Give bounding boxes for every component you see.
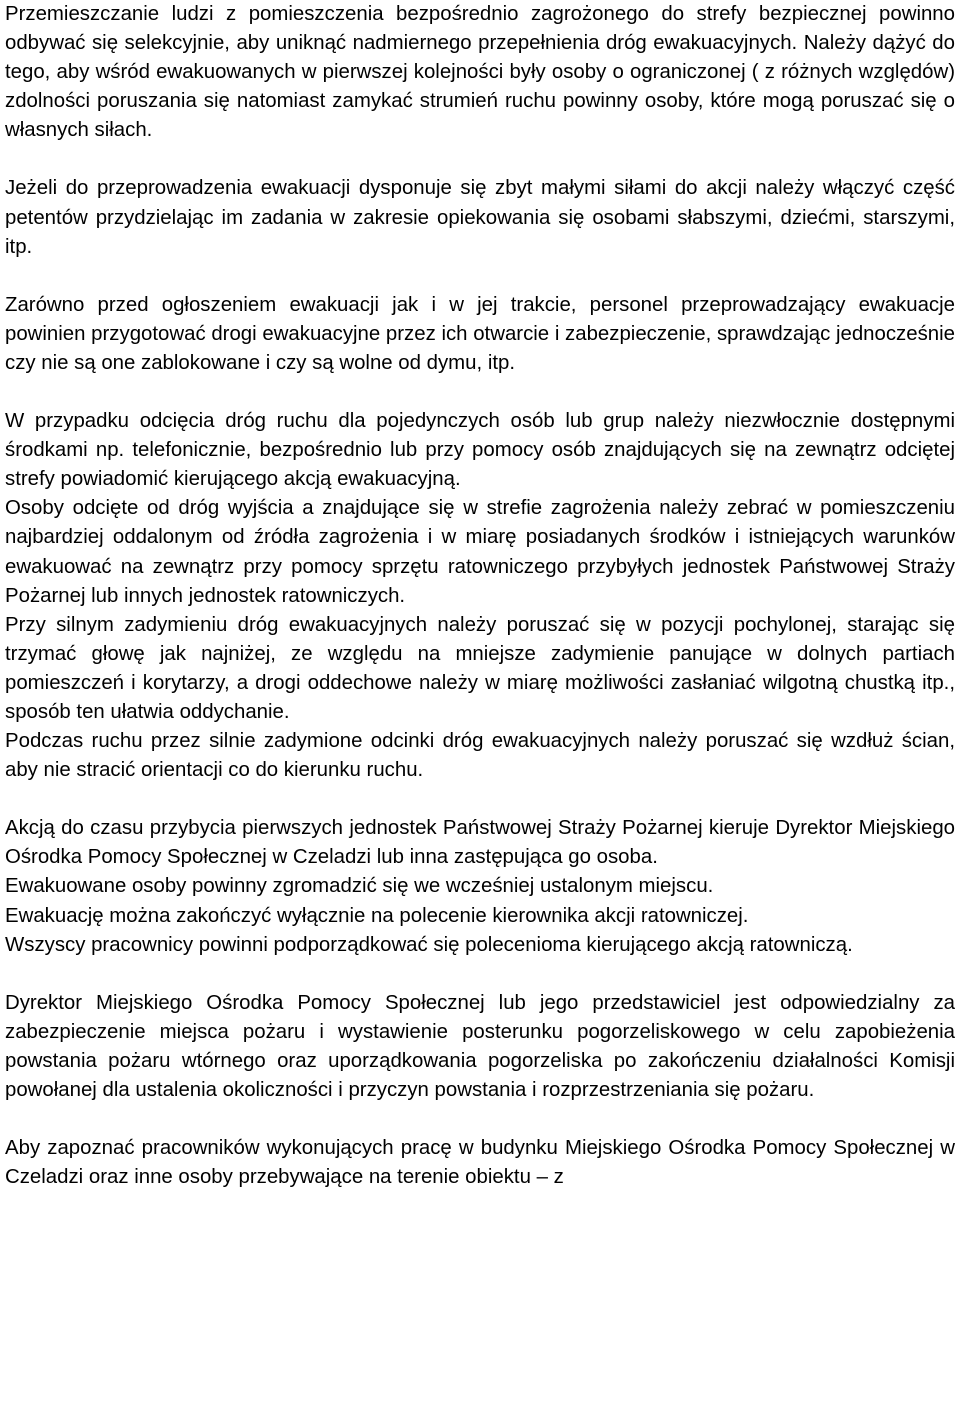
paragraph-end-evacuation: Ewakuację można zakończyć wyłącznie na polecenie kierownika akcji ratowniczej. bbox=[5, 904, 749, 927]
paragraph-action-command: Akcją do czasu przybycia pierwszych jednostek Państwowej Straży Pożarnej kieruje Dyrektor Miejskiego Ośrodka Pomocy Społecznej w Czeladzi lub inna zastępująca go osoba. bbox=[5, 817, 955, 869]
paragraph-cut-off-persons: Osoby odcięte od dróg wyjścia a znajdujące się w strefie zagrożenia należy zebrać w pomieszczeniu najbardziej oddalonym od źródła zagrożenia i w miarę posiadanych środków i istniejących warunków ewakuować na zewnątrz przy pomocy sprzętu ratowniczego przybyłych jednostek Państwowej Straży Pożarnej lub innych jednostek ratowniczych. bbox=[5, 497, 955, 607]
paragraph-obey-commander: Wszyscy pracownicy powinni podporządkować się polecenioma kierującego akcją ratowniczą. bbox=[5, 933, 853, 956]
paragraph-director-responsibility: Dyrektor Miejskiego Ośrodka Pomocy Społecznej lub jego przedstawiciel jest odpowiedzialny za zabezpieczenie miejsca pożaru i wystawienie posterunku pogorzeliskowego w celu zapobieżenia powstania pożaru wtórnego oraz uporządkowania pogorzeliska po zakończeniu działalności Komisji powołanej dla ustalenia okoliczności i przyczyn powstania i rozprzestrzeniania się pożaru. bbox=[5, 991, 955, 1101]
document-page bbox=[5, 0, 955, 1192]
paragraph-heavy-smoke: Przy silnym zadymieniu dróg ewakuacyjnych należy poruszać się w pozycji pochylonej, starając się trzymać głowę jak najniżej, ze względu na mniejsze zadymienie panujące w dolnych partiach pomieszczeń i korytarzy, a drogi oddechowe należy w miarę możliwości zasłaniać wilgotną chustką itp., sposób ten ułatwia oddychanie. bbox=[5, 613, 955, 723]
paragraph-move-along-walls: Podczas ruchu przez silnie zadymione odcinki dróg ewakuacyjnych należy poruszać się wzdłuż ścian, aby nie stracić orientacji co do kierunku ruchu. bbox=[5, 730, 955, 782]
paragraph-insufficient-forces: Jeżeli do przeprowadzenia ewakuacji dysponuje się zbyt małymi siłami do akcji należy włączyć część petentów przydzielając im zadania w zakresie opiekowania się osobami słabszymi, dziećmi, starszymi, itp. bbox=[5, 177, 955, 258]
paragraph-familiarization: Aby zapoznać pracowników wykonujących pracę w budynku Miejskiego Ośrodka Pomocy Społecznej w Czeladzi oraz inne osoby przebywające na terenie obiektu – z bbox=[5, 1137, 955, 1189]
paragraph-assembly-point: Ewakuowane osoby powinny zgromadzić się we wcześniej ustalonym miejscu. bbox=[5, 875, 714, 898]
paragraph-cut-off-routes: W przypadku odcięcia dróg ruchu dla pojedynczych osób lub grup należy niezwłocznie dostępnymi środkami np. telefonicznie, bezpośrednio lub przy pomocy osób znajdujących się na zewnątrz odciętej strefy powiadomić kierującego akcją ewakuacyjną. bbox=[5, 410, 955, 491]
paragraph-selective-evacuation: Przemieszczanie ludzi z pomieszczenia bezpośrednio zagrożonego do strefy bezpiecznej powinno odbywać się selekcyjnie, aby uniknąć nadmiernego przepełnienia dróg ewakuacyjnych. Należy dążyć do tego, aby wśród ewakuowanych w pierwszej kolejności były osoby o ograniczonej ( z różnych względów) zdolności poruszania się natomiast zamykać strumień ruchu powinny osoby, które mogą poruszać się o własnych siłach. bbox=[5, 3, 955, 142]
paragraph-prepare-routes: Zarówno przed ogłoszeniem ewakuacji jak i w jej trakcie, personel przeprowadzający ewakuacje powinien przygotować drogi ewakuacyjne przez ich otwarcie i zabezpieczenie, sprawdzając jednocześnie czy nie są one zablokowane i czy są wolne od dymu, itp. bbox=[5, 293, 955, 374]
